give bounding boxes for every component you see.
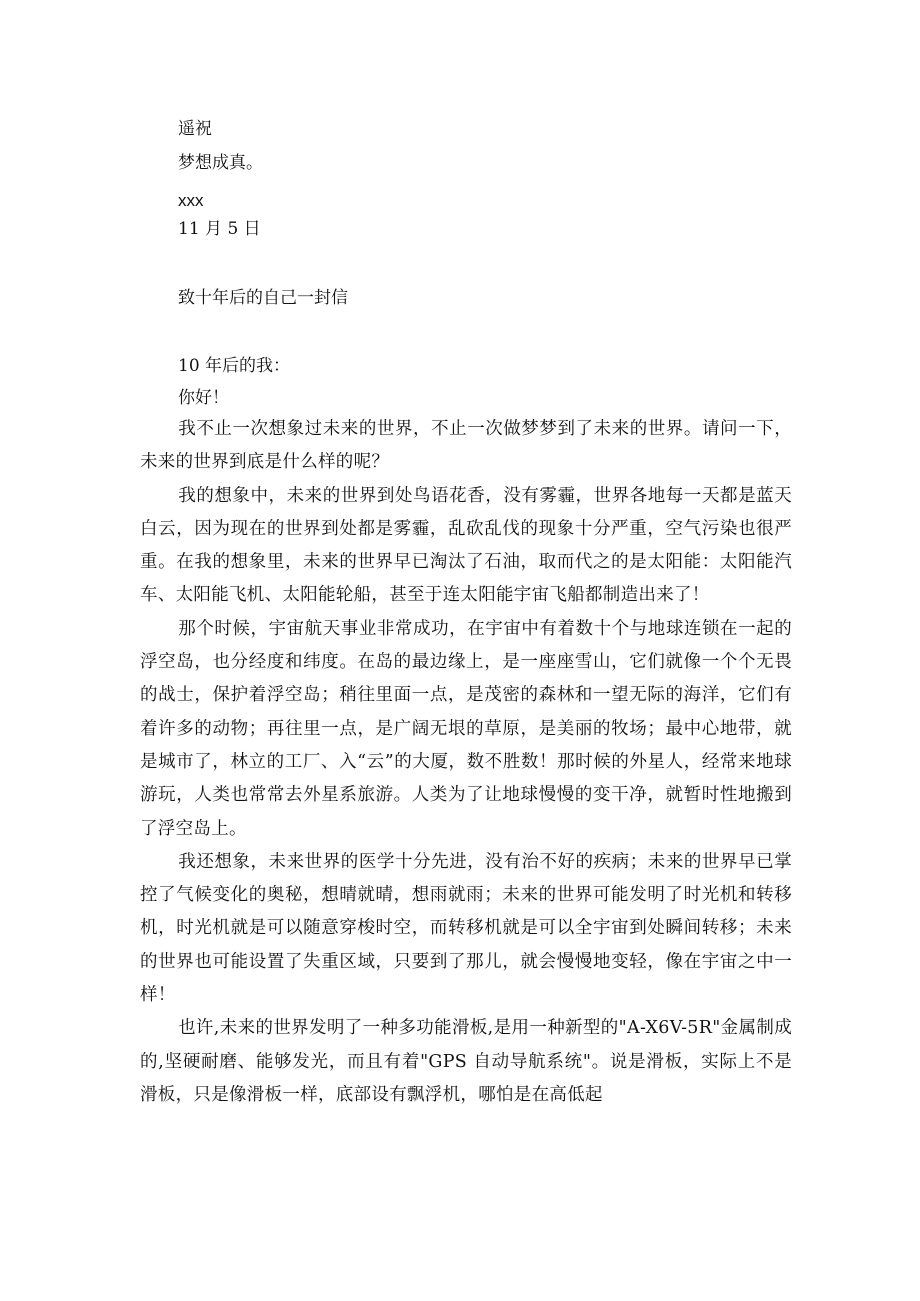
- paragraph-text: 那个时候，宇宙航天事业非常成功，在宇宙中有着数十个与地球连锁在一起的浮空岛，也分经度和纬度。在岛的最边缘上，是一座座雪山，它们就像一个个无畏的战士，保护着浮空岛；稍往里面一点，是茂密的森林和一望无际的海洋，它们有着许多的动物；再往里一点，是广阔无垠的草原，是美丽的牧场；最中心地带，就是城市了，林立的工厂、入“云”的大厦，数不胜数！那时候的外星人，经常来地球游玩，人类也常常去外星系旅游。人类为了让地球慢慢的变干净，就暂时性地搬到了浮空岛上。: [140, 618, 792, 839]
- paragraph: [140, 413, 792, 480]
- paragraph: [140, 1012, 792, 1112]
- letter-salutation: 10 年后的我：: [178, 356, 291, 376]
- paragraph: [140, 846, 792, 1012]
- closing-wish-line2: 梦想成真。: [178, 153, 263, 173]
- paragraph-text: 我不止一次想象过未来的世界，不止一次做梦梦到了未来的世界。请问一下，未来的世界到底是什么样的呢？: [140, 419, 792, 473]
- letter-date: 11 月 5 日: [178, 219, 261, 239]
- signature: xxx: [178, 191, 204, 210]
- paragraph: [140, 613, 792, 846]
- paragraph: [140, 480, 792, 613]
- closing-wish-line1: 遥祝: [178, 119, 212, 139]
- paragraph-text: 我的想象中，未来的世界到处鸟语花香，没有雾霾，世界各地每一天都是蓝天白云，因为现在的世界到处都是雾霾，乱砍乱伐的现象十分严重，空气污染也很严重。在我的想象里，未来的世界早已淘汰了石油，取而代之的是太阳能：太阳能汽车、太阳能飞机、太阳能轮船，甚至于连太阳能宇宙飞船都制造出来了！: [140, 485, 792, 606]
- paragraph-text: 我还想象，未来世界的医学十分先进，没有治不好的疾病；未来的世界早已掌控了气候变化的奥秘，想晴就晴，想雨就雨；未来的世界可能发明了时光机和转移机，时光机就是可以随意穿梭时空，而转移机就是可以全宇宙到处瞬间转移；未来的世界也可能设置了失重区域，只要到了那儿，就会慢慢地变轻，像在宇宙之中一样！: [140, 851, 792, 1006]
- paragraph-text: 也许,未来的世界发明了一种多功能滑板,是用一种新型的"A-X6V-5R"金属制成的,坚硬耐磨、能够发光，而且有着"GPS 自动导航系统"。说是滑板，实际上不是滑板，只是像滑板一样，底部设有飘浮机，哪怕是在高低起: [140, 1018, 792, 1105]
- letter-title: 致十年后的自己一封信: [178, 288, 348, 308]
- letter-body: [140, 413, 792, 1112]
- letter-greeting: 你好！: [178, 388, 229, 408]
